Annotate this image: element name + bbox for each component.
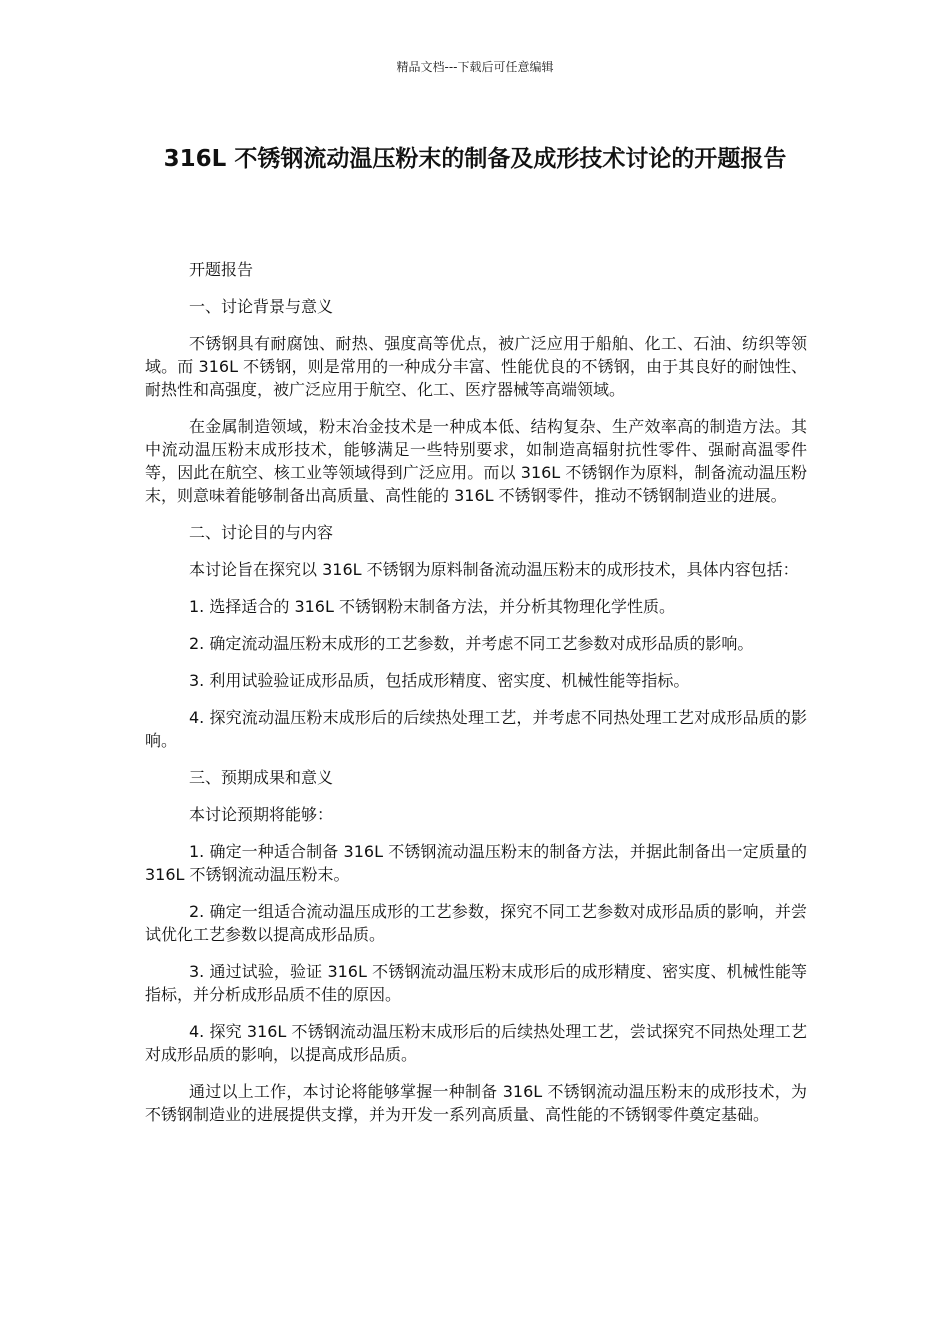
list-item: 2. 确定一组适合流动温压成形的工艺参数，探究不同工艺参数对成形品质的影响，并尝试优化工艺参数以提高成形品质。 <box>145 902 807 944</box>
list-item: 1. 选择适合的 316L 不锈钢粉末制备方法，并分析其物理化学性质。 <box>189 597 675 616</box>
header-note: 精品文档---下载后可任意编辑 <box>396 60 554 74</box>
list-item: 1. 确定一种适合制备 316L 不锈钢流动温压粉末的制备方法，并据此制备出一定质量的 316L 不锈钢流动温压粉末。 <box>145 842 807 884</box>
document-body <box>145 258 807 1140</box>
list-item: 4. 探究流动温压粉末成形后的后续热处理工艺，并考虑不同热处理工艺对成形品质的影响。 <box>145 708 807 750</box>
paragraph-conclusion: 通过以上工作，本讨论将能够掌握一种制备 316L 不锈钢流动温压粉末的成形技术，为不锈钢制造业的进展提供支撑，并为开发一系列高质量、高性能的不锈钢零件奠定基础。 <box>145 1082 807 1124</box>
paragraph-heading-report: 开题报告 <box>189 260 254 279</box>
paragraph: 在金属制造领域，粉末冶金技术是一种成本低、结构复杂、生产效率高的制造方法。其中流动温压粉末成形技术，能够满足一些特别要求，如制造高辐射抗性零件、强耐高温零件等，因此在航空、核工业等领域得到广泛应用。而以 316L 不锈钢作为原料，制备流动温压粉末，则意味着能够制备出高质量、高性能的 316L 不锈钢零件，推动不锈钢制造业的进展。 <box>145 417 807 505</box>
list-item: 3. 通过试验，验证 316L 不锈钢流动温压粉末成形后的成形精度、密实度、机械性能等指标，并分析成形品质不佳的原因。 <box>145 962 807 1004</box>
paragraph: 本讨论旨在探究以 316L 不锈钢为原料制备流动温压粉末的成形技术，具体内容包括： <box>189 560 799 579</box>
list-item: 3. 利用试验验证成形品质，包括成形精度、密实度、机械性能等指标。 <box>189 671 690 690</box>
section-heading-background: 一、讨论背景与意义 <box>189 297 334 316</box>
paragraph: 本讨论预期将能够： <box>189 805 334 824</box>
paragraph: 不锈钢具有耐腐蚀、耐热、强度高等优点，被广泛应用于船舶、化工、石油、纺织等领域。而 316L 不锈钢，则是常用的一种成分丰富、性能优良的不锈钢，由于其良好的耐蚀性、耐热性和高强度，被广泛应用于航空、化工、医疗器械等高端领域。 <box>145 334 807 399</box>
section-heading-results: 三、预期成果和意义 <box>189 768 334 787</box>
document-title: 316L 不锈钢流动温压粉末的制备及成形技术讨论的开题报告 <box>163 146 787 172</box>
list-item: 4. 探究 316L 不锈钢流动温压粉末成形后的后续热处理工艺，尝试探究不同热处理工艺对成形品质的影响，以提高成形品质。 <box>145 1022 807 1064</box>
list-item: 2. 确定流动温压粉末成形的工艺参数，并考虑不同工艺参数对成形品质的影响。 <box>189 634 754 653</box>
section-heading-purpose: 二、讨论目的与内容 <box>189 523 334 542</box>
